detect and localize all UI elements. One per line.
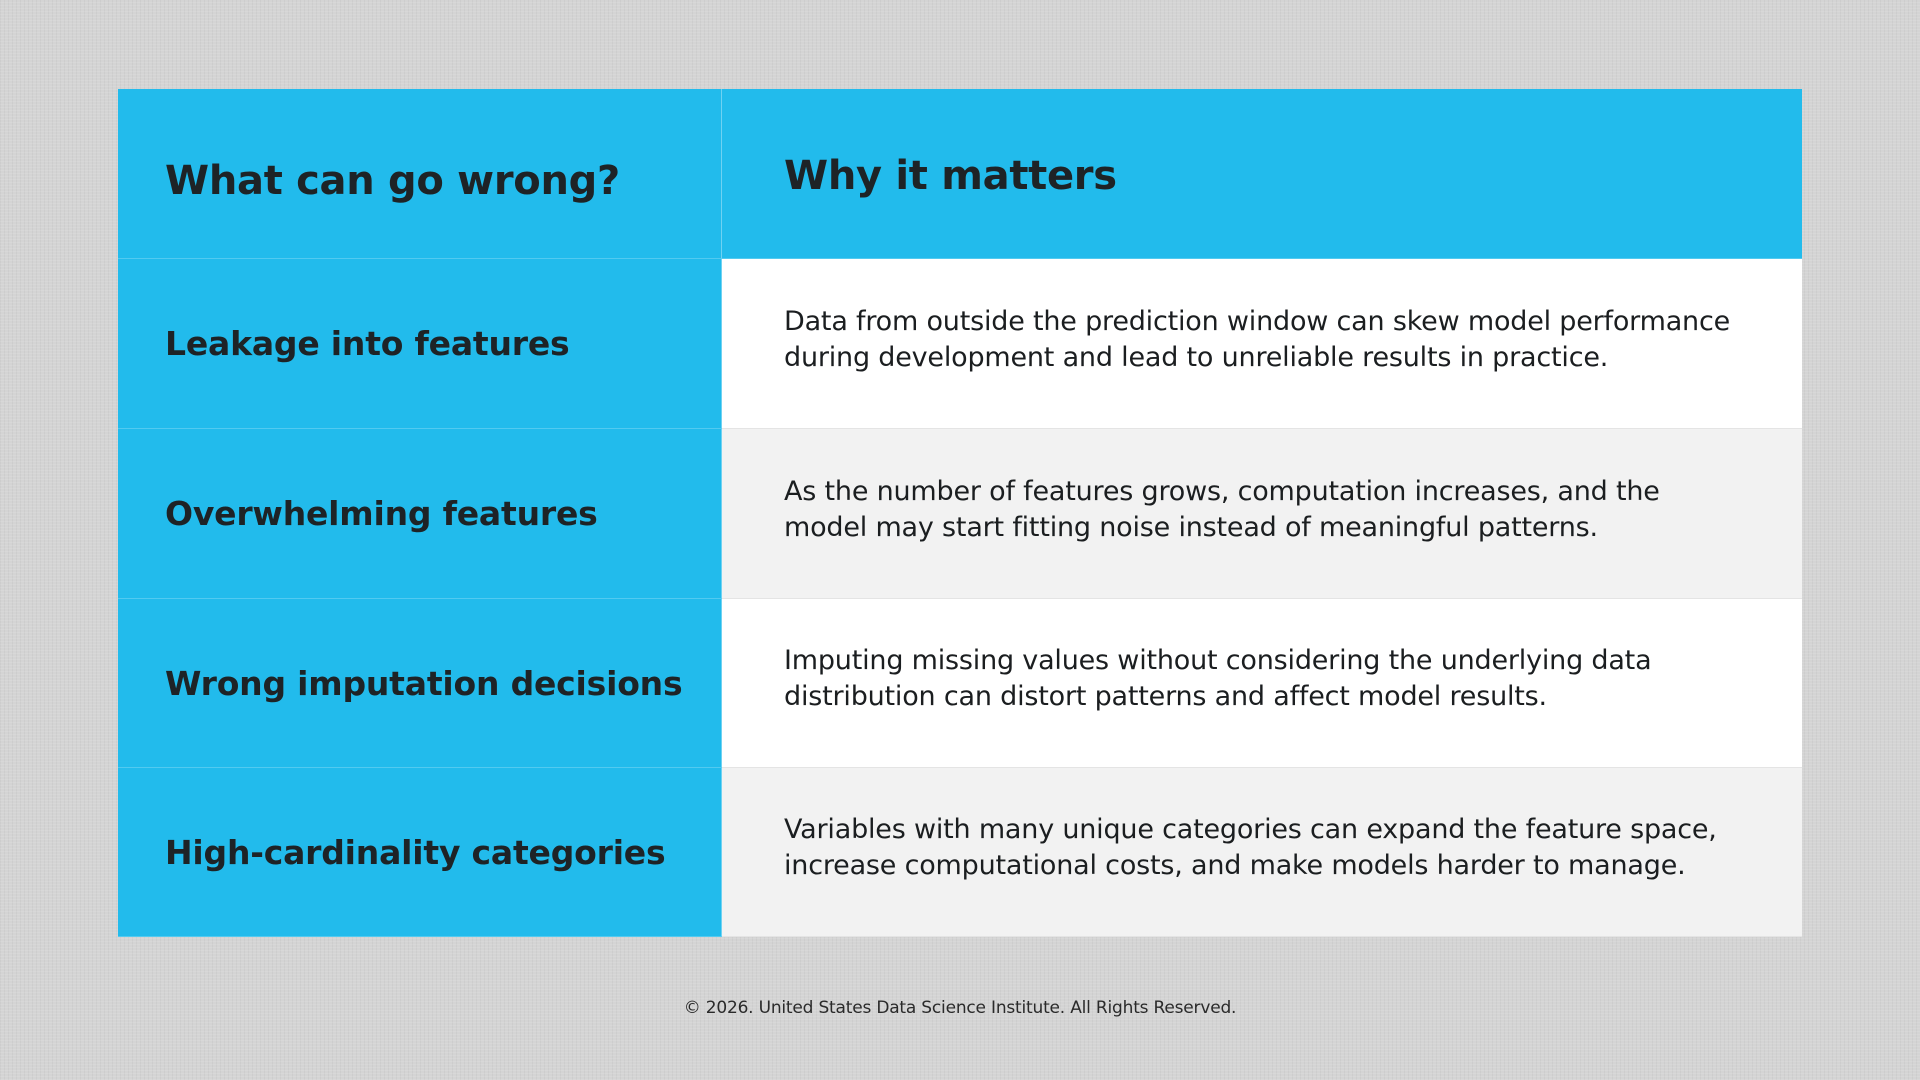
header-cell-why-it-matters [722, 89, 1802, 259]
row-description-cell [722, 429, 1802, 599]
column-heading-what-can-go-wrong: What can go wrong? [165, 157, 620, 204]
row-description-cell [722, 259, 1802, 429]
row-issue-label: High-cardinality categories [165, 832, 666, 872]
row-issue-label: Wrong imputation decisions [165, 663, 683, 703]
row-label-cell [118, 259, 722, 429]
row-reason-text: Variables with many unique categories can expand the feature space, increase computational costs, and make models harder to manage. [784, 814, 1717, 881]
row-reason-text: Data from outside the prediction window can skew model performance during development and lead to unreliable results in practice. [784, 305, 1731, 373]
header-cell-what-can-go-wrong [118, 89, 722, 259]
row-issue-label: Overwhelming features [165, 494, 598, 533]
row-label-cell [118, 429, 722, 599]
row-issue-label: Leakage into features [165, 324, 570, 363]
comparison-table [118, 89, 1802, 937]
row-label-cell [118, 768, 722, 937]
row-reason-text: Imputing missing values without considering the underlying data distribution can distort patterns and affect model results. [784, 645, 1652, 712]
row-description-cell [722, 768, 1802, 937]
copyright-footer: © 2026. United States Data Science Institute. All Rights Reserved. [683, 998, 1237, 1018]
row-description-cell [722, 599, 1802, 768]
column-heading-why-it-matters: Why it matters [784, 152, 1117, 199]
row-reason-text: As the number of features grows, computation increases, and the model may start fitting noise instead of meaningful patterns. [784, 475, 1660, 543]
row-label-cell [118, 599, 722, 768]
